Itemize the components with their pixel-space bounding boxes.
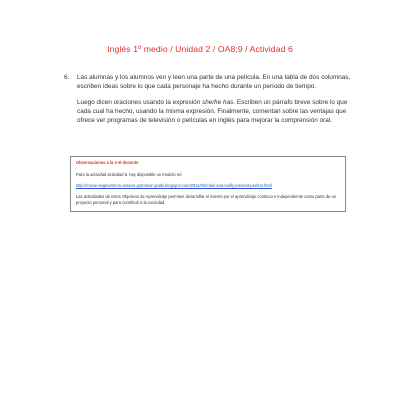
page-title: Inglés 1º medio / Unidad 2 / OA8;9 / Actividad 6 <box>107 44 293 54</box>
observations-learning-note: Las actividades de estos Objetivos de Aprendizaje permiten desarrollar el interés por el aprendizaje continuo e independiente como parte de un proyecto personal y para contribuir a la sociedad. <box>76 194 337 205</box>
activity-number: 6. <box>64 74 70 81</box>
activity-paragraph-2 <box>77 98 354 125</box>
activity-body <box>77 73 354 125</box>
activity-item <box>64 73 354 132</box>
observations-link-row <box>76 183 340 189</box>
observations-title: Observaciones a la o el docente <box>76 160 139 165</box>
paragraph-2-start: Luego dicen oraciones usando la expresión <box>77 99 203 107</box>
activity-paragraph-1: Las alumnas y los alumnos ven y leen una parte de una película. En una tabla de dos columnas, escriben ideas sobre lo que cada personaje ha hecho durante un período de tiempo. <box>77 74 351 91</box>
model-link[interactable]: http://movie-segments-to-assess-grammar-goals.blogspot.com/2011/02/mike-and-molly-present-perfect.html <box>76 183 272 188</box>
teacher-observations-box <box>70 156 346 212</box>
paragraph-2-end: . Escriben un párrafo breve sobre lo que cada cual ha hecho, usando la misma expresión. Finalmente, comentan sobre las ventajas que ofrece ver programas de televisión o películas en inglés para mejorar la comprensión oral. <box>77 99 348 125</box>
expression-italic: she/he has <box>202 99 234 107</box>
observations-model-note: Para la actividad actividad 5, hay disponible un modelo en: <box>76 172 183 177</box>
